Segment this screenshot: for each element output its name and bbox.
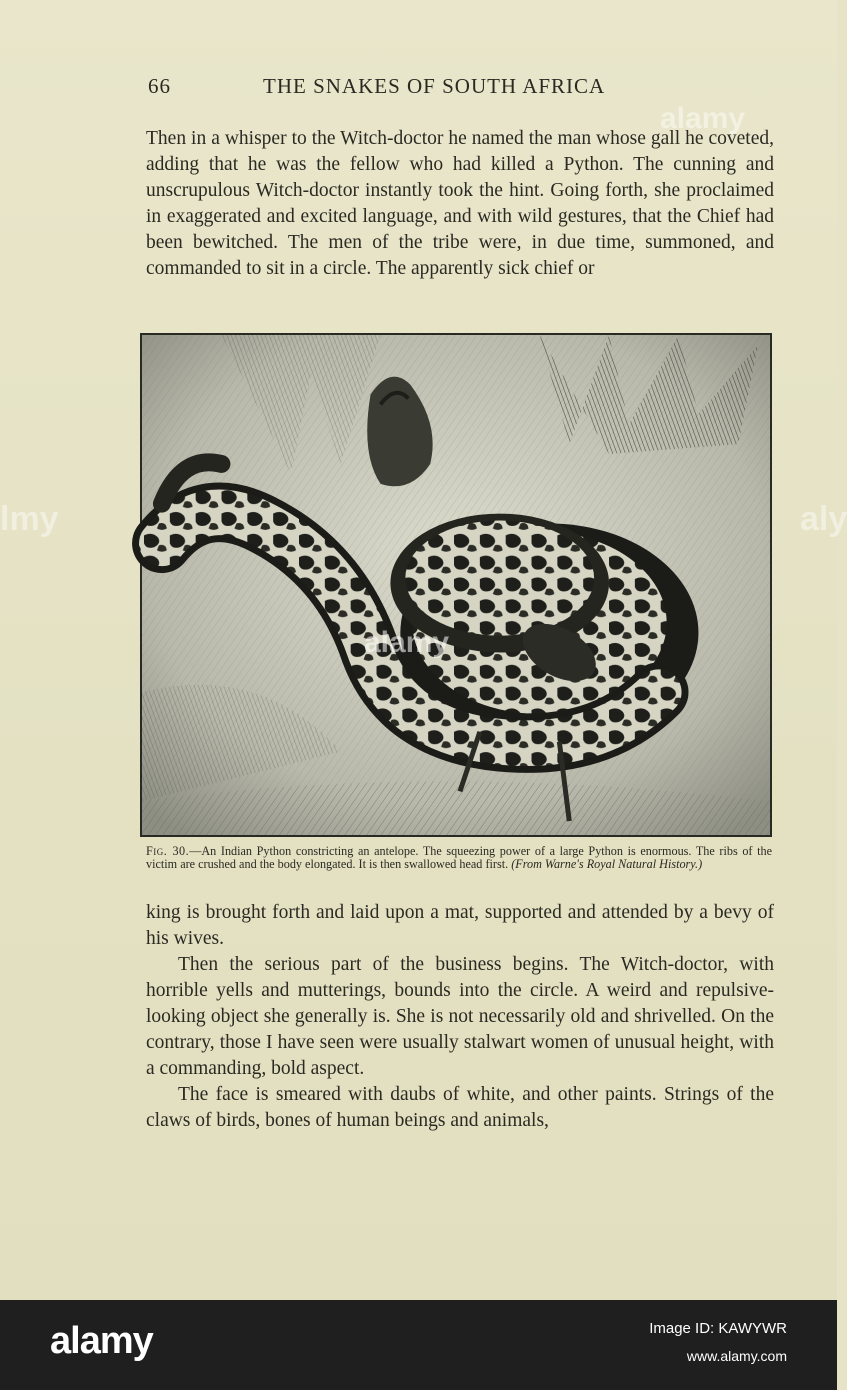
figure-source: (From Warne's Royal Natural History.) xyxy=(511,857,703,871)
watermark-left-edge: lmy xyxy=(0,500,59,538)
watermark-center: alamy xyxy=(364,626,450,659)
image-id: Image ID: KAWYWR xyxy=(649,1320,787,1337)
book-title: THE SNAKES OF SOUTH AFRICA xyxy=(263,74,606,98)
paragraph-1: Then in a whisper to the Witch-doctor he named the man whose gall he coveted, adding that he was the fellow who had killed a Python. The cunning and unscrupulous Witch-doctor instantly took the hint. Going forth, she proclaimed in exaggerated and excited language, and with wild gestures, that the Chief had been bewitched. The men of the tribe were, in due time, summoned, and commanded to sit in a circle. The apparently sick chief or xyxy=(146,128,774,279)
figure-caption xyxy=(146,845,772,871)
paragraph-4: The face is smeared with daubs of white, and other paints. Strings of the claws of birds, bones of human beings and animals, xyxy=(146,1084,774,1131)
paragraph-3: Then the serious part of the business begins. The Witch-doctor, with horrible yells and mutterings, bounds into the circle. A weird and repulsive-looking object she generally is. She is not necessarily old and shrivelled. On the contrary, those I have seen were usually stalwart women of unusual height, with a commanding, bold aspect. xyxy=(146,954,774,1079)
page-number: 66 xyxy=(148,74,171,98)
footer-url[interactable]: www.alamy.com xyxy=(686,1348,787,1364)
stock-footer-bar xyxy=(0,1300,837,1390)
python-illustration xyxy=(140,333,772,837)
paragraph-top xyxy=(146,126,774,282)
watermark-top-right: alamy xyxy=(660,102,746,135)
paragraph-2: king is brought forth and laid upon a mat, supported and attended by a bevy of his wives. xyxy=(146,902,774,949)
watermark-right-edge: aly xyxy=(800,500,847,538)
figure-label: Fig. 30. xyxy=(146,844,190,858)
alamy-logo[interactable]: alamy xyxy=(50,1320,153,1362)
python-engraving xyxy=(142,335,770,835)
paragraph-bottom xyxy=(146,900,774,1134)
running-head xyxy=(146,74,774,104)
figure-caption-text: —An Indian Python constricting an antelope. The squeezing power of a large Python is enormous. The ribs of the victim are crushed and the body elongated. It is then swallowed head first. xyxy=(146,844,772,871)
